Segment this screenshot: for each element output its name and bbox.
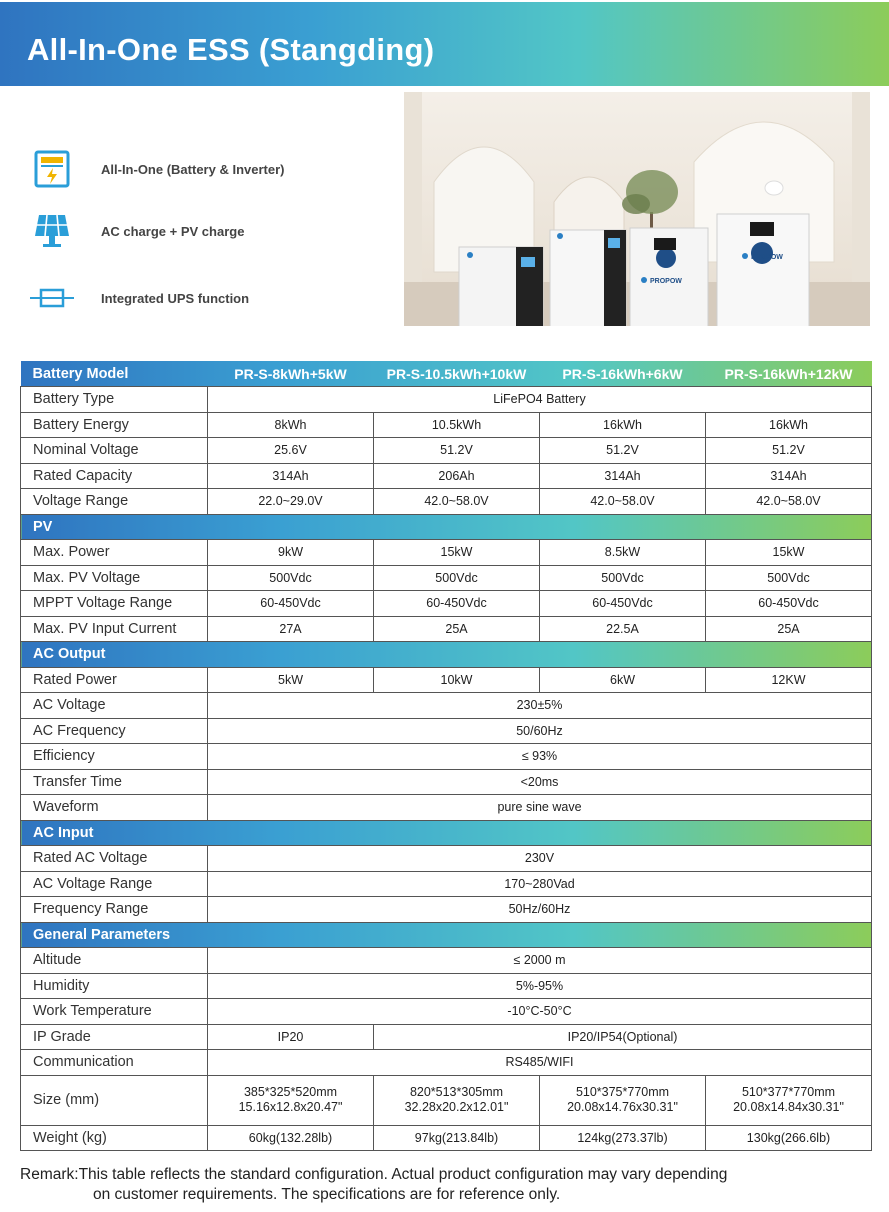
cell-value: 10.5kWh (374, 412, 540, 438)
table-row (21, 1050, 872, 1076)
cell-value: 25.6V (208, 438, 374, 464)
cell-value: pure sine wave (208, 795, 872, 821)
table-row (21, 871, 872, 897)
brand-label-2: PROPOW (751, 254, 783, 261)
table-row (21, 489, 872, 515)
cell-value: ≤ 2000 m (208, 948, 872, 974)
table-row (21, 1125, 872, 1151)
cell-value: <20ms (208, 769, 872, 795)
remark-line-1: Remark:This table reflects the standard configuration. Actual product configuration may vary depending (20, 1166, 728, 1183)
table-row (21, 897, 872, 923)
cell-value: 60-450Vdc (540, 591, 706, 617)
cell-value: 206Ah (374, 463, 540, 489)
brand-label: PROPOW (650, 278, 682, 285)
table-row (21, 540, 872, 566)
cell-value: 15kW (374, 540, 540, 566)
cell-value: 12KW (706, 667, 872, 693)
cell-value: 130kg(266.6lb) (706, 1125, 872, 1151)
cell-value: 51.2V (540, 438, 706, 464)
row-label: Rated Power (21, 667, 208, 693)
feature-label: AC charge + PV charge (101, 223, 245, 239)
cell-value: 42.0~58.0V (374, 489, 540, 515)
row-label: Altitude (21, 948, 208, 974)
size-mm: 510*377*770mm (741, 1085, 836, 1099)
table-row (21, 795, 872, 821)
ups-icon (30, 278, 74, 318)
section-header-general (21, 922, 872, 948)
feature-ac-pv-charge (30, 211, 244, 251)
cell-value: 10kW (374, 667, 540, 693)
feature-all-in-one (30, 149, 284, 189)
section-header-ac-input (21, 820, 872, 846)
cell-value: 8.5kW (540, 540, 706, 566)
row-label: AC Voltage (21, 693, 208, 719)
cell-value: LiFePO4 Battery (208, 387, 872, 413)
size-in: 20.08x14.84x30.31" (733, 1100, 844, 1114)
feature-label: All-In-One (Battery & Inverter) (101, 161, 285, 177)
table-row (21, 1024, 872, 1050)
cell-value: 60kg(132.28lb) (208, 1125, 374, 1151)
remark (20, 1165, 880, 1205)
cell-value: 22.0~29.0V (208, 489, 374, 515)
cell-value: 27A (208, 616, 374, 642)
cell-value: 22.5A (540, 616, 706, 642)
cell-value: 51.2V (374, 438, 540, 464)
cell-value: 5kW (208, 667, 374, 693)
model-name: PR-S-10.5kWh+10kW (386, 365, 527, 382)
table-row (21, 667, 872, 693)
cell-value: 5%-95% (208, 973, 872, 999)
row-label: Weight (kg) (21, 1125, 208, 1151)
size-mm: 510*375*770mm (575, 1085, 670, 1099)
cell-value: 314Ah (706, 463, 872, 489)
table-row (21, 744, 872, 770)
table-row (21, 693, 872, 719)
cell-value: RS485/WIFI (208, 1050, 872, 1076)
row-label: Battery Energy (21, 412, 208, 438)
row-label: Max. PV Input Current (21, 616, 208, 642)
size-in: 32.28x20.2x12.01" (404, 1100, 509, 1114)
row-label: Max. Power (21, 540, 208, 566)
table-row (21, 769, 872, 795)
cell-value (374, 1075, 540, 1125)
section-header-ac-output (21, 642, 872, 668)
section-title: AC Output (21, 642, 872, 668)
cell-value: 60-450Vdc (706, 591, 872, 617)
cell-value: 25A (374, 616, 540, 642)
row-label: IP Grade (21, 1024, 208, 1050)
spec-table (20, 361, 872, 1151)
row-label: Efficiency (21, 744, 208, 770)
feature-ups (30, 278, 249, 318)
cell-value: 500Vdc (540, 565, 706, 591)
header-label: Battery Model (32, 365, 129, 382)
model-name: PR-S-8kWh+5kW (234, 365, 347, 382)
row-label: Size (mm) (21, 1075, 208, 1125)
model-name: PR-S-16kWh+6kW (562, 365, 683, 382)
row-label: Max. PV Voltage (21, 565, 208, 591)
table-row (21, 973, 872, 999)
table-row (21, 846, 872, 872)
table-row (21, 1075, 872, 1125)
size-in: 20.08x14.76x30.31" (567, 1100, 678, 1114)
cell-value: 15kW (706, 540, 872, 566)
row-label: Waveform (21, 795, 208, 821)
section-title: PV (21, 514, 872, 540)
battery-inverter-icon (30, 149, 74, 189)
table-row (21, 463, 872, 489)
cell-value (208, 1075, 374, 1125)
cell-value: 60-450Vdc (374, 591, 540, 617)
cell-value: 230V (208, 846, 872, 872)
cell-value: 9kW (208, 540, 374, 566)
cell-value: 8kWh (208, 412, 374, 438)
cell-value: ≤ 93% (208, 744, 872, 770)
row-label: Battery Type (21, 387, 208, 413)
table-row (21, 718, 872, 744)
row-label: Humidity (21, 973, 208, 999)
row-label: MPPT Voltage Range (21, 591, 208, 617)
row-label: Rated AC Voltage (21, 846, 208, 872)
cell-value: 51.2V (706, 438, 872, 464)
cell-value: 314Ah (540, 463, 706, 489)
row-label: Frequency Range (21, 897, 208, 923)
cell-value: 97kg(213.84lb) (374, 1125, 540, 1151)
cell-value: 500Vdc (208, 565, 374, 591)
product-photo (404, 92, 870, 326)
table-header-row (21, 361, 872, 387)
cell-value: 25A (706, 616, 872, 642)
table-row (21, 616, 872, 642)
row-label: AC Frequency (21, 718, 208, 744)
cell-value: 500Vdc (374, 565, 540, 591)
table-row (21, 591, 872, 617)
section-title: AC Input (21, 820, 872, 846)
table-row (21, 387, 872, 413)
cell-value: 42.0~58.0V (540, 489, 706, 515)
table-row (21, 999, 872, 1025)
row-label: Communication (21, 1050, 208, 1076)
size-mm: 385*325*520mm (243, 1085, 338, 1099)
cell-value: 16kWh (540, 412, 706, 438)
section-header-pv (21, 514, 872, 540)
table-row (21, 412, 872, 438)
row-label: Work Temperature (21, 999, 208, 1025)
cell-value: IP20 (208, 1024, 374, 1050)
cell-value: 500Vdc (706, 565, 872, 591)
cell-value: 230±5% (208, 693, 872, 719)
cell-value: 60-450Vdc (208, 591, 374, 617)
row-label: Voltage Range (21, 489, 208, 515)
table-row (21, 565, 872, 591)
cell-value: IP20/IP54(Optional) (374, 1024, 872, 1050)
page-title: All-In-One ESS (Stangding) (27, 32, 435, 67)
cell-value: 16kWh (706, 412, 872, 438)
solar-panel-icon (30, 211, 74, 251)
cell-value: -10°C-50°C (208, 999, 872, 1025)
row-label: Rated Capacity (21, 463, 208, 489)
cell-value: 124kg(273.37lb) (540, 1125, 706, 1151)
row-label: Nominal Voltage (21, 438, 208, 464)
cell-value (706, 1075, 872, 1125)
table-row (21, 948, 872, 974)
section-title: General Parameters (21, 922, 872, 948)
row-label: Transfer Time (21, 769, 208, 795)
feature-label: Integrated UPS function (101, 290, 250, 306)
table-row (21, 438, 872, 464)
title-banner (0, 2, 889, 86)
size-mm: 820*513*305mm (409, 1085, 504, 1099)
cell-value: 6kW (540, 667, 706, 693)
row-label: AC Voltage Range (21, 871, 208, 897)
model-name: PR-S-16kWh+12kW (724, 365, 853, 382)
cell-value: 314Ah (208, 463, 374, 489)
cell-value: 50Hz/60Hz (208, 897, 872, 923)
size-in: 15.16x12.8x20.47" (238, 1100, 343, 1114)
remark-line-2: on customer requirements. The specifications are for reference only. (93, 1186, 561, 1203)
cell-value: 42.0~58.0V (706, 489, 872, 515)
cell-value: 50/60Hz (208, 718, 872, 744)
cell-value: 170~280Vad (208, 871, 872, 897)
cell-value (540, 1075, 706, 1125)
